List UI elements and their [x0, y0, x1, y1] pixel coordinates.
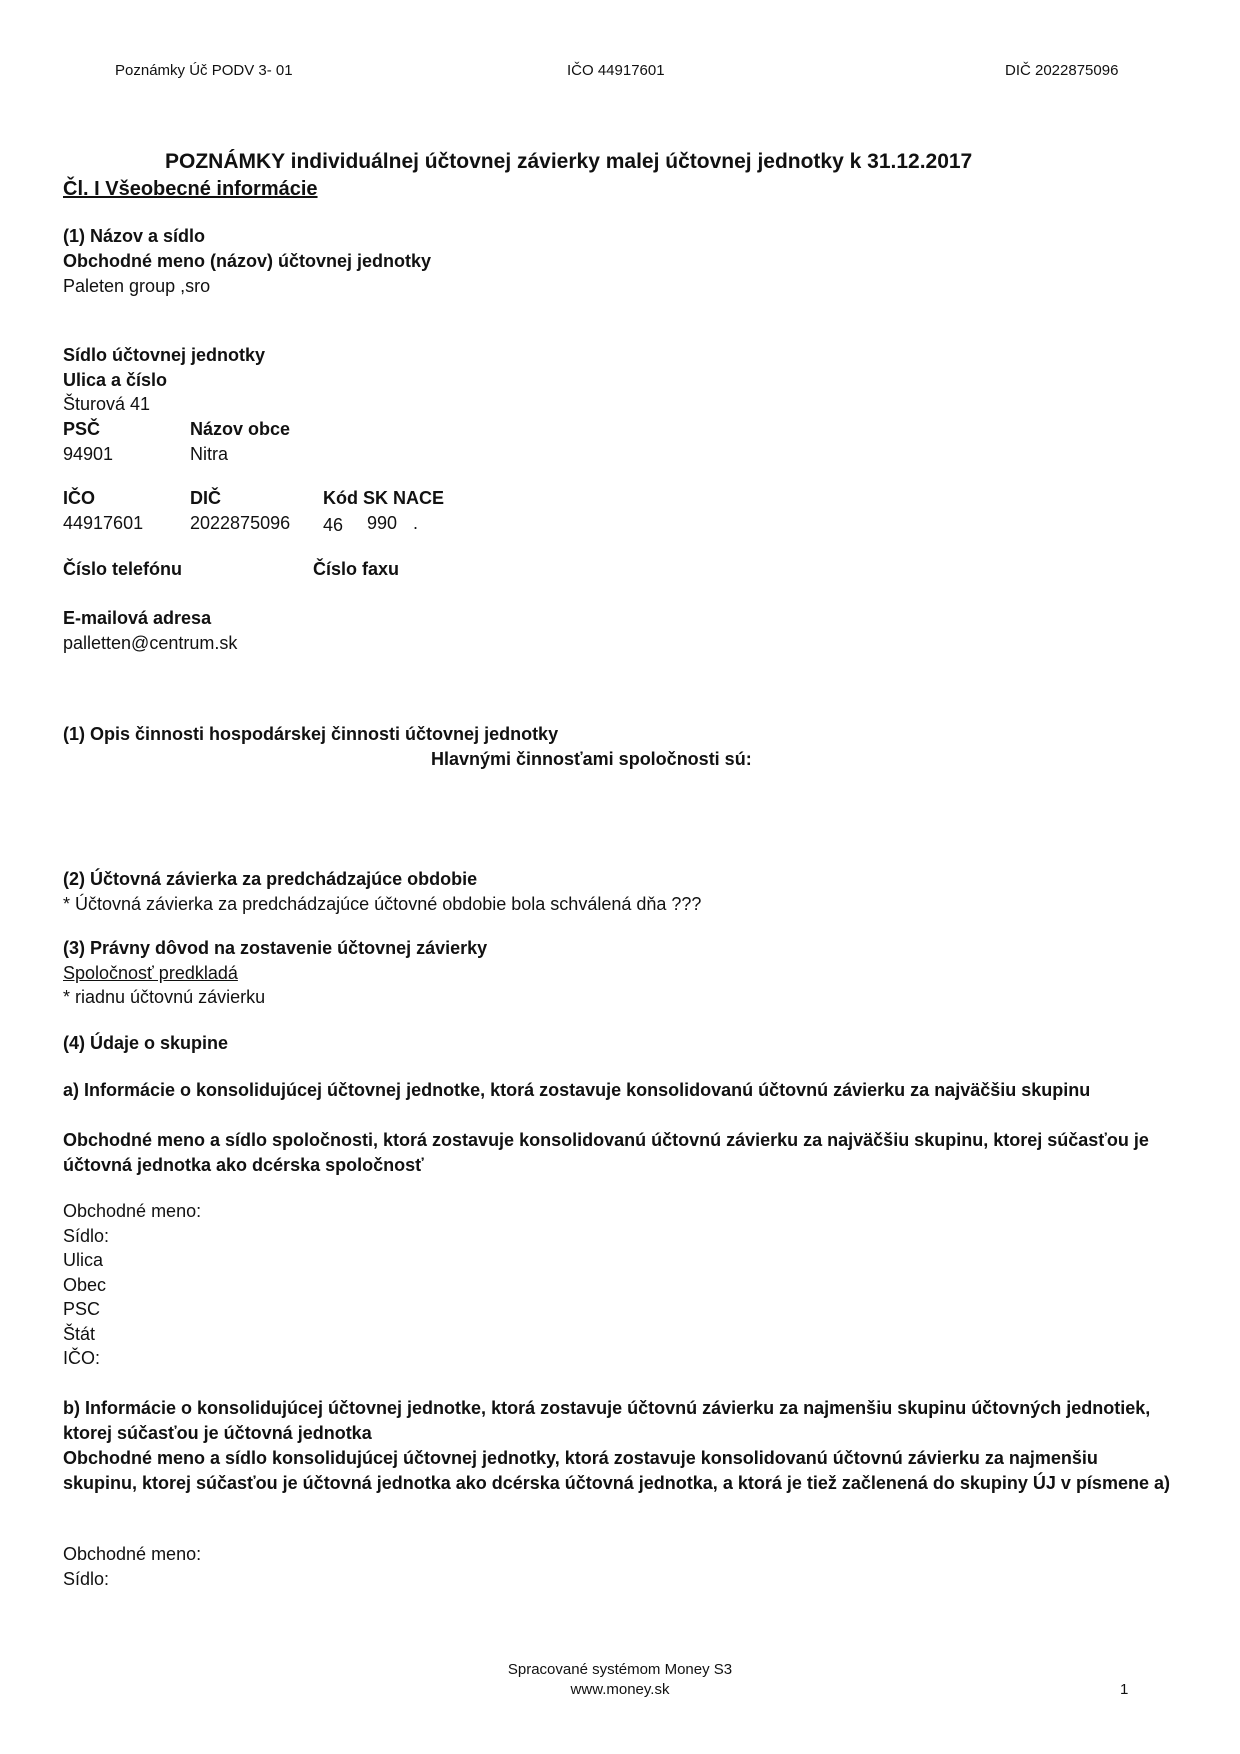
fax-label: Číslo faxu	[313, 559, 400, 579]
psc-label: PSČ	[63, 419, 101, 439]
group-a-fields	[63, 1199, 201, 1371]
group-b-subheading: Obchodné meno a sídlo konsolidujúcej účtovnej jednotky, ktorá zostavuje konsolidovanú účtovnú závierku za najmenšiu skupinu, ktorej súčasťou je účtovná jednotka ako dcérska účtovná jednotka, a ktorá je tiež začlenená do skupiny ÚJ v písmene a)	[63, 1448, 1170, 1493]
seat-heading: Sídlo účtovnej jednotky	[63, 345, 266, 365]
activity-heading: (1) Opis činnosti hospodárskej činnosti účtovnej jednotky	[63, 724, 559, 744]
email-label: E-mailová adresa	[63, 608, 212, 628]
header-left: Poznámky Úč PODV 3- 01	[115, 62, 293, 79]
nace-label: Kód SK NACE	[323, 488, 444, 508]
legal-underlined: Spoločnosť predkladá	[63, 963, 238, 983]
header-center: IČO 44917601	[567, 62, 665, 79]
group-b-heading: b) Informácie o konsolidujúcej účtovnej jednotke, ktorá zostavuje účtovnú závierku za najmenšiu skupinu účtovných jednotiek, ktorej súčasťou je účtovná jednotka	[63, 1398, 1151, 1443]
name-label: Obchodné meno (názov) účtovnej jednotky	[63, 251, 432, 271]
group-a-field: Obchodné meno:	[63, 1201, 202, 1221]
document-title: POZNÁMKY individuálnej účtovnej závierky malej účtovnej jednotky k 31.12.2017	[165, 150, 973, 173]
legal-heading: (3) Právny dôvod na zostavenie účtovnej závierky	[63, 938, 488, 958]
footer-url: www.money.sk	[570, 1681, 670, 1698]
legal-text: * riadnu účtovnú závierku	[63, 987, 266, 1007]
footer-system: Spracované systémom Money S3	[507, 1661, 733, 1678]
group-a-field: IČO:	[63, 1348, 101, 1368]
name-heading: (1) Názov a sídlo	[63, 226, 206, 246]
phone-label: Číslo telefónu	[63, 559, 183, 579]
group-a-heading: a) Informácie o konsolidujúcej účtovnej jednotke, ktorá zostavuje konsolidovanú účtovnú závierku za najväčšiu skupinu	[63, 1080, 1091, 1100]
chapter-heading: Čl. I Všeobecné informácie	[63, 178, 318, 200]
previous-text: * Účtovná závierka za predchádzajúce účtovné obdobie bola schválená dňa ???	[63, 894, 702, 914]
group-b-field: Sídlo:	[63, 1568, 110, 1589]
nace-value-part2: 990	[367, 513, 398, 533]
group-a-field: Sídlo:	[63, 1225, 110, 1246]
page-number: 1	[1120, 1681, 1129, 1698]
group-a-field: Obec	[63, 1274, 107, 1295]
group-a-field: Ulica	[63, 1250, 104, 1270]
street-label: Ulica a číslo	[63, 370, 168, 390]
psc-value: 94901	[63, 444, 114, 464]
name-value: Paleten group ,sro	[63, 276, 211, 296]
group-b-field: Obchodné meno:	[63, 1544, 202, 1564]
group-a-subheading: Obchodné meno a sídlo spoločnosti, ktorá zostavuje konsolidovanú účtovnú závierku za najväčšiu skupinu, ktorej súčasťou je účtovná jednotka ako dcérska spoločnosť	[63, 1130, 1149, 1175]
group-a-field: Štát	[63, 1323, 96, 1344]
previous-heading: (2) Účtovná závierka za predchádzajúce obdobie	[63, 869, 478, 889]
header-right: DIČ 2022875096	[1005, 62, 1119, 79]
email-value: palletten@centrum.sk	[63, 633, 238, 653]
activity-subheading: Hlavnými činnosťami spoločnosti sú:	[431, 749, 752, 769]
city-value: Nitra	[190, 444, 229, 464]
dic-value: 2022875096	[190, 513, 291, 533]
nace-value-part1: 46	[323, 515, 344, 535]
city-label: Názov obce	[190, 419, 291, 439]
dic-label: DIČ	[190, 488, 221, 508]
group-heading: (4) Údaje o skupine	[63, 1033, 229, 1053]
nace-value-part3: .	[413, 513, 419, 533]
group-a-field: PSC	[63, 1299, 101, 1319]
group-b-fields	[63, 1542, 201, 1591]
ico-label: IČO	[63, 488, 96, 508]
street-value: Šturová 41	[63, 394, 151, 414]
ico-value: 44917601	[63, 513, 144, 533]
